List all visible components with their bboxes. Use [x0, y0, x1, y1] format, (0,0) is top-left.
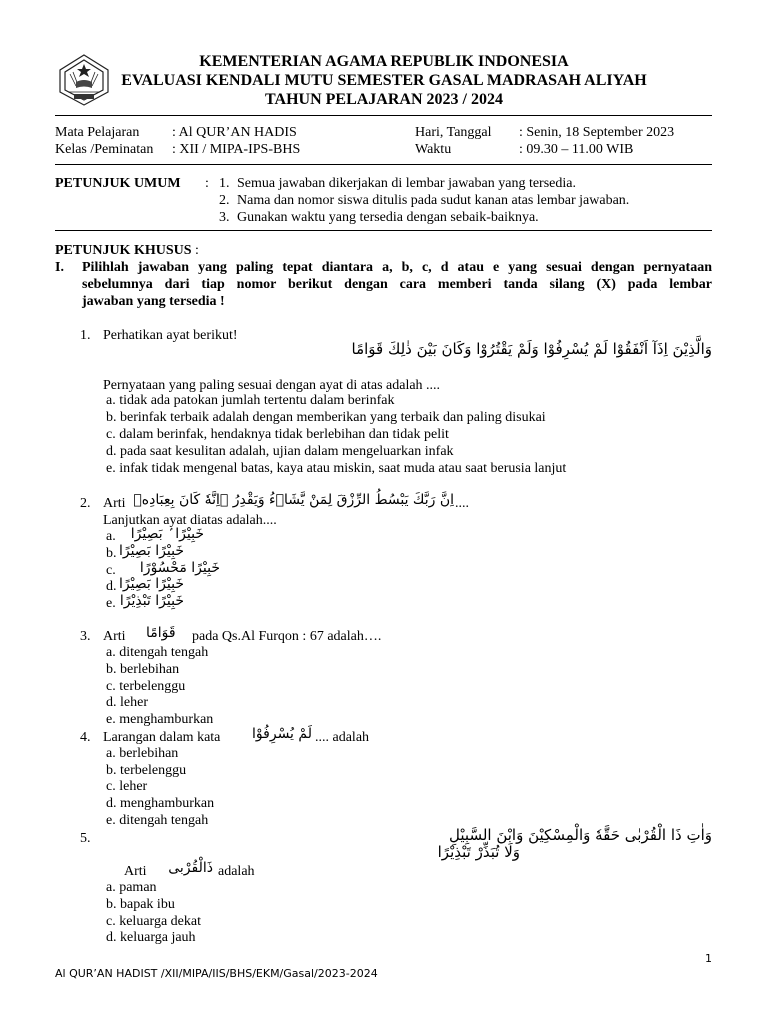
q4-option-d: d. menghamburkan [106, 796, 215, 811]
q5-arabic-line-2: وَلَا تُبَذِّرْ تَبْذِيْرًا [437, 843, 520, 861]
q1-prompt: Perhatikan ayat berikut! [103, 328, 238, 343]
instruction-line-3: jawaban yang tersedia ! [82, 294, 225, 309]
q2-letter-e: e. [106, 596, 116, 611]
petunjuk-umum-num: 1. [219, 176, 230, 191]
petunjuk-umum-label: PETUNJUK UMUM [55, 176, 181, 191]
waktu-value: : 09.30 – 11.00 WIB [519, 142, 634, 157]
q5-adalah: adalah [218, 864, 255, 879]
hari-value: : Senin, 18 September 2023 [519, 125, 675, 140]
q4-number: 4. [80, 730, 91, 745]
q1-question: Pernyataan yang paling sesuai dengan ayat di atas adalah .... [103, 378, 441, 393]
q1-option-d: d. pada saat kesulitan adalah, ujian dalam mengeluarkan infak [106, 444, 454, 459]
q1-option-c: c. dalam berinfak, hendaknya tidak berlebihan dan tidak pelit [106, 427, 449, 442]
waktu-label: Waktu [415, 142, 452, 157]
q2-letter-a: a. [106, 529, 116, 544]
q4-option-c: c. leher [106, 779, 148, 794]
q3-option-e: e. menghamburkan [106, 712, 214, 727]
petunjuk-umum-item: Nama dan nomor siswa ditulis pada sudut kanan atas lembar jawaban. [237, 193, 630, 208]
q4-suffix: .... adalah [315, 730, 370, 745]
q5-arabic-line-1: وَاٰتِ ذَا الْقُرْبٰى حَقَّهٗ وَالْمِسْكِيْنَ وَابْنَ السَّبِيْلِ [449, 826, 712, 844]
q2-option-e: خَبِيْرًا تَبْذِيْرًا [119, 593, 184, 609]
q5-arti: Arti [124, 864, 147, 879]
petunjuk-umum-num: 3. [219, 210, 230, 225]
petunjuk-divider [55, 230, 712, 231]
section-number: I. [55, 260, 64, 275]
q2-option-c: خَبِيْرًا مَحْسُوْرًا [139, 560, 220, 576]
footer-text: Al QUR’AN HADIST /XII/MIPA/IIS/BHS/EKM/Gasal/2023-2024 [55, 967, 378, 980]
q1-option-a: a. tidak ada patokan jumlah tertentu dalam berinfak [106, 393, 395, 408]
q2-arti: Arti [103, 496, 126, 511]
q1-option-b: b. berinfak terbaik adalah dengan memberikan yang terbaik dan paling disukai [106, 410, 546, 425]
petunjuk-umum-item: Gunakan waktu yang tersedia dengan sebaik-baiknya. [237, 210, 539, 225]
q4-arabic-word: لَمْ يُسْرِفُوْا [252, 726, 312, 742]
q3-option-a: a. ditengah tengah [106, 645, 209, 660]
q2-letter-c: c. [106, 563, 116, 578]
petunjuk-khusus-colon: : [191, 243, 199, 258]
mapel-label: Mata Pelajaran [55, 125, 140, 140]
q2-letter-b: b. [106, 546, 117, 561]
q3-arti: Arti [103, 629, 126, 644]
q5-number: 5. [80, 831, 91, 846]
petunjuk-umum-colon: : [205, 176, 209, 191]
q5-arabic-word: ذَالْقُرْبى [168, 860, 213, 876]
q4-option-a: a. berlebihan [106, 746, 179, 761]
q4-prefix: Larangan dalam kata [103, 730, 221, 745]
q4-option-b: b. terbelenggu [106, 763, 187, 778]
q5-option-b: b. bapak ibu [106, 897, 175, 912]
q5-option-d: d. keluarga jauh [106, 930, 196, 945]
q3-option-c: c. terbelenggu [106, 679, 186, 694]
q2-letter-d: d. [106, 579, 117, 594]
instruction-line-1: Pilihlah jawaban yang paling tepat diantara a, b, c, d atau e yang sesuai dengan pernyataan [82, 260, 712, 275]
q3-option-d: d. leher [106, 695, 148, 710]
q2-option-d: خَبِيْرًا بَصِيْرًا [118, 576, 184, 592]
q1-number: 1. [80, 328, 91, 343]
q3-option-b: b. berlebihan [106, 662, 180, 677]
petunjuk-khusus-heading [55, 242, 199, 259]
header-line-2: EVALUASI KENDALI MUTU SEMESTER GASAL MADRASAH ALIYAH [121, 72, 647, 89]
q2-option-a: خَبِيْرًا ۢ بَصِيْرًا [130, 526, 204, 542]
kelas-label: Kelas /Peminatan [55, 142, 154, 157]
q2-option-b: خَبِيْرًا بَصِيْرًا [118, 543, 184, 559]
q3-arabic-word: قَوَامًا [146, 625, 176, 641]
header-line-3: TAHUN PELAJARAN 2023 / 2024 [265, 91, 503, 108]
petunjuk-khusus-label: PETUNJUK KHUSUS [55, 243, 192, 258]
q2-arabic-verse: اِنَّ رَبَّكَ يَبْسُطُ الرِّزْقَ لِمَنْ يَّشَاۤءُ وَيَقْدِرُ ۗاِنَّهٗ كَانَ بِعِبَادِهٖ [133, 492, 454, 508]
petunjuk-umum-item: Semua jawaban dikerjakan di lembar jawaban yang tersedia. [237, 176, 576, 191]
q1-option-e: e. infak tidak mengenal batas, kaya atau miskin, saat muda atau saat berusia lanjut [106, 461, 567, 476]
q3-number: 3. [80, 629, 91, 644]
q4-option-e: e. ditengah tengah [106, 813, 209, 828]
header-divider [55, 115, 712, 116]
q5-option-a: a. paman [106, 880, 157, 895]
instruction-line-2: sebelumnya dari tiap nomor berikut dengan cara memberi tanda silang (X) pada lembar [82, 277, 712, 292]
q3-rest: pada Qs.Al Furqon : 67 adalah…. [192, 629, 382, 644]
header-line-1: KEMENTERIAN AGAMA REPUBLIK INDONESIA [199, 53, 569, 70]
q2-number: 2. [80, 496, 91, 511]
q2-dots: .... [455, 496, 469, 511]
q5-option-c: c. keluarga dekat [106, 914, 201, 929]
petunjuk-umum-num: 2. [219, 193, 230, 208]
info-divider [55, 164, 712, 165]
kelas-value: : XII / MIPA-IPS-BHS [172, 142, 301, 157]
q1-arabic-verse: وَالَّذِيْنَ اِذَآ اَنْفَقُوْا لَمْ يُسْرِفُوْا وَلَمْ يَقْتُرُوْا وَكَانَ بَيْنَ ذٰلِكَ قَوَامًا [351, 340, 712, 358]
page-number: 1 [705, 952, 712, 965]
q2-question: Lanjutkan ayat diatas adalah.... [103, 513, 277, 528]
hari-label: Hari, Tanggal [415, 125, 492, 140]
mapel-value: : Al QUR’AN HADIS [172, 125, 297, 140]
